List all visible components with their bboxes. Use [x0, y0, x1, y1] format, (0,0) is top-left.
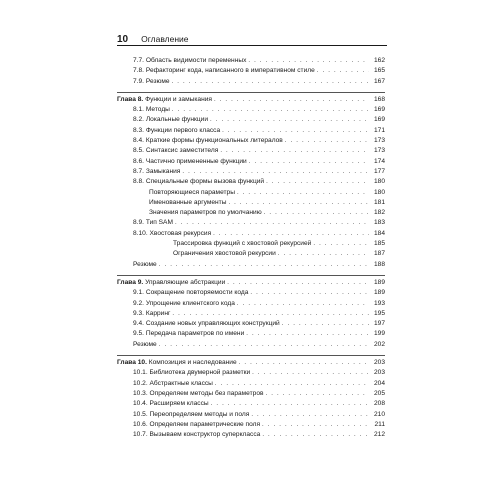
chapter-number: Глава 8. [117, 95, 144, 103]
toc-entry-text: 10.7. Вызываем конструктор суперкласса [133, 431, 261, 439]
dot-leader [264, 208, 369, 218]
toc-entry[interactable] [117, 329, 385, 339]
toc-entry-text: 7.8. Рефакторинг кода, написанного в императивном стиле [133, 67, 315, 75]
toc-page-number: 189 [373, 278, 385, 286]
toc-entry-text: 8.5. Синтаксис заместителя [133, 147, 219, 155]
toc-entry-label [117, 95, 214, 105]
toc-entry[interactable] [117, 167, 385, 177]
toc-entry-label [133, 399, 211, 409]
toc-page-number: 197 [373, 320, 385, 328]
toc-entry-text: Повторяющиеся параметры [149, 188, 235, 196]
toc-page-number: 212 [373, 431, 385, 439]
toc-page-number: 210 [373, 410, 385, 418]
toc-entry-label [133, 56, 248, 66]
toc-entry-label [133, 319, 282, 329]
toc-entry-text: 10.6. Определяем параметрические поля [133, 420, 261, 428]
dot-leader [175, 218, 369, 228]
toc-entry[interactable] [117, 249, 385, 259]
toc-entry[interactable] [117, 340, 385, 350]
toc-entry[interactable] [117, 126, 385, 136]
toc-entry-text: 10.5. Переопределяем методы и поля [133, 410, 250, 418]
dot-leader [159, 340, 369, 350]
toc-entry-text: Именованные аргументы [149, 198, 227, 206]
toc-page-number: 199 [373, 330, 385, 338]
toc-page-number: 162 [373, 57, 385, 64]
dot-leader [249, 157, 369, 167]
toc-entry-label [133, 229, 213, 239]
toc-page-number: 204 [373, 379, 385, 387]
toc-entry[interactable] [117, 239, 385, 249]
dot-leader [172, 77, 369, 87]
dot-leader [266, 177, 369, 187]
toc-entry-text: Резюме [133, 340, 157, 348]
toc-page-number: 193 [373, 299, 385, 307]
toc-entry[interactable] [117, 136, 385, 146]
dot-leader [252, 368, 369, 378]
toc-entry-text: 7.7. Область видимости переменных [133, 57, 247, 64]
dot-leader [266, 389, 370, 399]
toc-entry[interactable] [117, 389, 385, 399]
toc-page-number: 169 [373, 116, 385, 124]
toc-entry-text: 10.1. Библиотека двумерной разметки [133, 369, 251, 377]
toc-entry[interactable] [117, 299, 385, 309]
dot-leader [237, 188, 369, 198]
toc-entry-label [133, 389, 266, 399]
dot-leader [313, 239, 369, 249]
toc-entry-label [149, 188, 237, 198]
dot-leader [172, 309, 369, 319]
table-of-contents [117, 56, 385, 440]
toc-entry-text: 8.4. Краткие формы функциональных литералов [133, 137, 283, 145]
toc-entry-text: 8.1. Методы [133, 106, 170, 114]
toc-entry-label [133, 115, 210, 125]
toc-chapter-entry[interactable] [117, 278, 385, 288]
dot-leader [211, 399, 369, 409]
toc-entry-text: 10.3. Определяем методы без параметров [133, 389, 264, 397]
toc-entry-label [133, 368, 252, 378]
dot-leader [251, 410, 369, 420]
toc-entry-label [133, 340, 159, 350]
toc-entry-label [133, 420, 262, 430]
toc-page-number: 169 [373, 106, 385, 114]
toc-entry-label [133, 157, 249, 167]
toc-group [117, 92, 385, 270]
page-header [117, 34, 387, 45]
toc-entry-text: Значения параметров по умолчанию [149, 209, 262, 217]
dot-leader [214, 95, 369, 105]
toc-entry-text: 9.2. Упрощение клиентского кода [133, 299, 235, 307]
toc-page-number: 168 [373, 95, 385, 103]
toc-page-number: 173 [373, 137, 385, 145]
toc-entry-text: 9.3. Карринг [133, 309, 171, 317]
toc-entry-text: 8.8. Специальные формы вызова функций [133, 178, 265, 186]
toc-entry-text: Управляющие абстракции [145, 278, 226, 286]
toc-entry-label [133, 260, 159, 270]
toc-chapter-entry[interactable] [117, 95, 385, 105]
toc-entry[interactable] [117, 260, 385, 270]
toc-entry-text: 10.2. Абстрактные классы [133, 379, 213, 387]
toc-page-number: 211 [374, 420, 385, 428]
toc-entry-text: 9.1. Сокращение повторяемости кода [133, 289, 249, 297]
toc-entry-label [133, 410, 251, 420]
toc-entry[interactable] [117, 319, 385, 329]
toc-page-number: 205 [373, 389, 385, 397]
toc-entry-label [133, 309, 172, 319]
toc-entry-text: Трассировка функций с хвостовой рекурсией [173, 240, 312, 248]
toc-entry-label [149, 208, 264, 218]
dot-leader [210, 115, 369, 125]
dot-leader [262, 420, 369, 430]
chapter-number: Глава 10. [117, 359, 147, 367]
toc-entry-label [133, 218, 175, 228]
toc-entry-label [133, 105, 172, 115]
dot-leader [237, 299, 369, 309]
dot-leader [228, 198, 369, 208]
dot-leader [246, 329, 369, 339]
toc-page-number: 167 [373, 77, 385, 85]
toc-page-number: 180 [373, 188, 385, 196]
toc-page-number: 195 [373, 309, 385, 317]
dot-leader [213, 229, 369, 239]
dot-leader [222, 126, 369, 136]
toc-entry-text: Ограничения хвостовой рекурсии [173, 250, 276, 258]
toc-entry[interactable] [117, 105, 385, 115]
toc-entry-text: 8.10. Хвостовая рекурсия [133, 229, 212, 237]
toc-entry-text: 7.9. Резюме [133, 77, 170, 85]
header-rule [117, 45, 387, 46]
toc-entry-text: 8.6. Частично примененные функции [133, 157, 247, 165]
toc-page-number: 173 [373, 147, 385, 155]
toc-entry-text: 8.2. Локальные функции [133, 116, 209, 124]
toc-chapter-entry[interactable] [117, 358, 385, 368]
toc-page-number: 203 [373, 359, 385, 367]
toc-entry[interactable] [117, 368, 385, 378]
toc-entry-label [149, 198, 228, 208]
toc-entry-label [133, 136, 285, 146]
dot-leader [282, 319, 369, 329]
toc-entry-label [133, 430, 262, 440]
toc-entry-text: Функции и замыкания [145, 95, 212, 103]
chapter-divider [117, 92, 385, 93]
toc-page-number: 187 [373, 250, 385, 258]
toc-entry-label [133, 379, 215, 389]
toc-entry[interactable] [117, 77, 385, 87]
toc-page-number: 181 [373, 198, 385, 206]
toc-entry[interactable] [117, 208, 385, 218]
toc-entry-label [133, 146, 220, 156]
toc-page-number: 188 [373, 260, 385, 268]
dot-leader [159, 260, 369, 270]
dot-leader [262, 430, 369, 440]
toc-entry[interactable] [117, 399, 385, 409]
toc-entry-label [173, 249, 278, 259]
toc-entry[interactable] [117, 66, 385, 76]
toc-entry-label [133, 288, 250, 298]
toc-entry[interactable] [117, 56, 385, 66]
toc-group [117, 275, 385, 350]
toc-entry[interactable] [117, 218, 385, 228]
toc-entry-text: 8.9. Тип SAM [133, 219, 173, 227]
dot-leader [278, 249, 369, 259]
toc-entry-label [117, 278, 227, 288]
toc-entry-label [133, 299, 237, 309]
toc-entry-label [133, 77, 172, 87]
dot-leader [172, 105, 369, 115]
toc-entry[interactable] [117, 288, 385, 298]
toc-entry-text: 10.4. Расширяем классы [133, 400, 209, 408]
toc-entry-label [133, 329, 246, 339]
dot-leader [285, 136, 369, 146]
dot-leader [215, 379, 369, 389]
toc-entry-label [133, 66, 317, 76]
dot-leader [182, 167, 369, 177]
dot-leader [248, 56, 369, 66]
toc-page-number: 203 [373, 369, 385, 377]
dot-leader [250, 288, 369, 298]
toc-entry[interactable] [117, 157, 385, 167]
toc-page-number: 165 [373, 67, 385, 75]
toc-entry[interactable] [117, 430, 385, 440]
toc-entry-text: 8.7. Замыкания [133, 167, 181, 175]
toc-page-number: 184 [373, 229, 385, 237]
toc-entry[interactable] [117, 309, 385, 319]
toc-entry[interactable] [117, 115, 385, 125]
toc-page-number: 171 [373, 126, 385, 134]
toc-entry[interactable] [117, 420, 385, 430]
chapter-divider [117, 355, 385, 356]
toc-page-number: 174 [373, 157, 385, 165]
dot-leader [317, 66, 369, 76]
toc-page-number: 189 [373, 289, 385, 297]
toc-page-number: 208 [373, 400, 385, 408]
toc-page-number: 180 [373, 178, 385, 186]
toc-entry-text: 9.5. Передача параметров по имени [133, 330, 245, 338]
toc-entry[interactable] [117, 146, 385, 156]
toc-entry[interactable] [117, 229, 385, 239]
chapter-number: Глава 9. [117, 278, 144, 286]
toc-page-number: 185 [373, 240, 385, 248]
toc-entry[interactable] [117, 188, 385, 198]
toc-page-number: 182 [373, 209, 385, 217]
toc-entry[interactable] [117, 410, 385, 420]
toc-entry-label [133, 167, 182, 177]
toc-page-number: 177 [373, 167, 385, 175]
running-header-title: Оглавление [141, 34, 189, 44]
toc-entry-label [117, 358, 239, 368]
toc-group [117, 355, 385, 440]
toc-entry-label [133, 177, 266, 187]
toc-entry[interactable] [117, 177, 385, 187]
toc-entry-label [133, 126, 222, 136]
toc-page-number: 183 [373, 219, 385, 227]
toc-entry[interactable] [117, 198, 385, 208]
toc-entry-text: Резюме [133, 260, 157, 268]
toc-page-number: 202 [373, 340, 385, 348]
toc-entry-text: 9.4. Создание новых управляющих конструкций [133, 320, 280, 328]
toc-entry-label [173, 239, 313, 249]
page-number: 10 [117, 34, 129, 45]
toc-entry-text: 8.3. Функции первого класса [133, 126, 221, 134]
toc-entry-text: Композиция и наследование [148, 359, 237, 367]
dot-leader [220, 146, 369, 156]
dot-leader [227, 278, 369, 288]
dot-leader [239, 358, 369, 368]
chapter-divider [117, 275, 385, 276]
toc-entry[interactable] [117, 379, 385, 389]
toc-group [117, 56, 385, 87]
